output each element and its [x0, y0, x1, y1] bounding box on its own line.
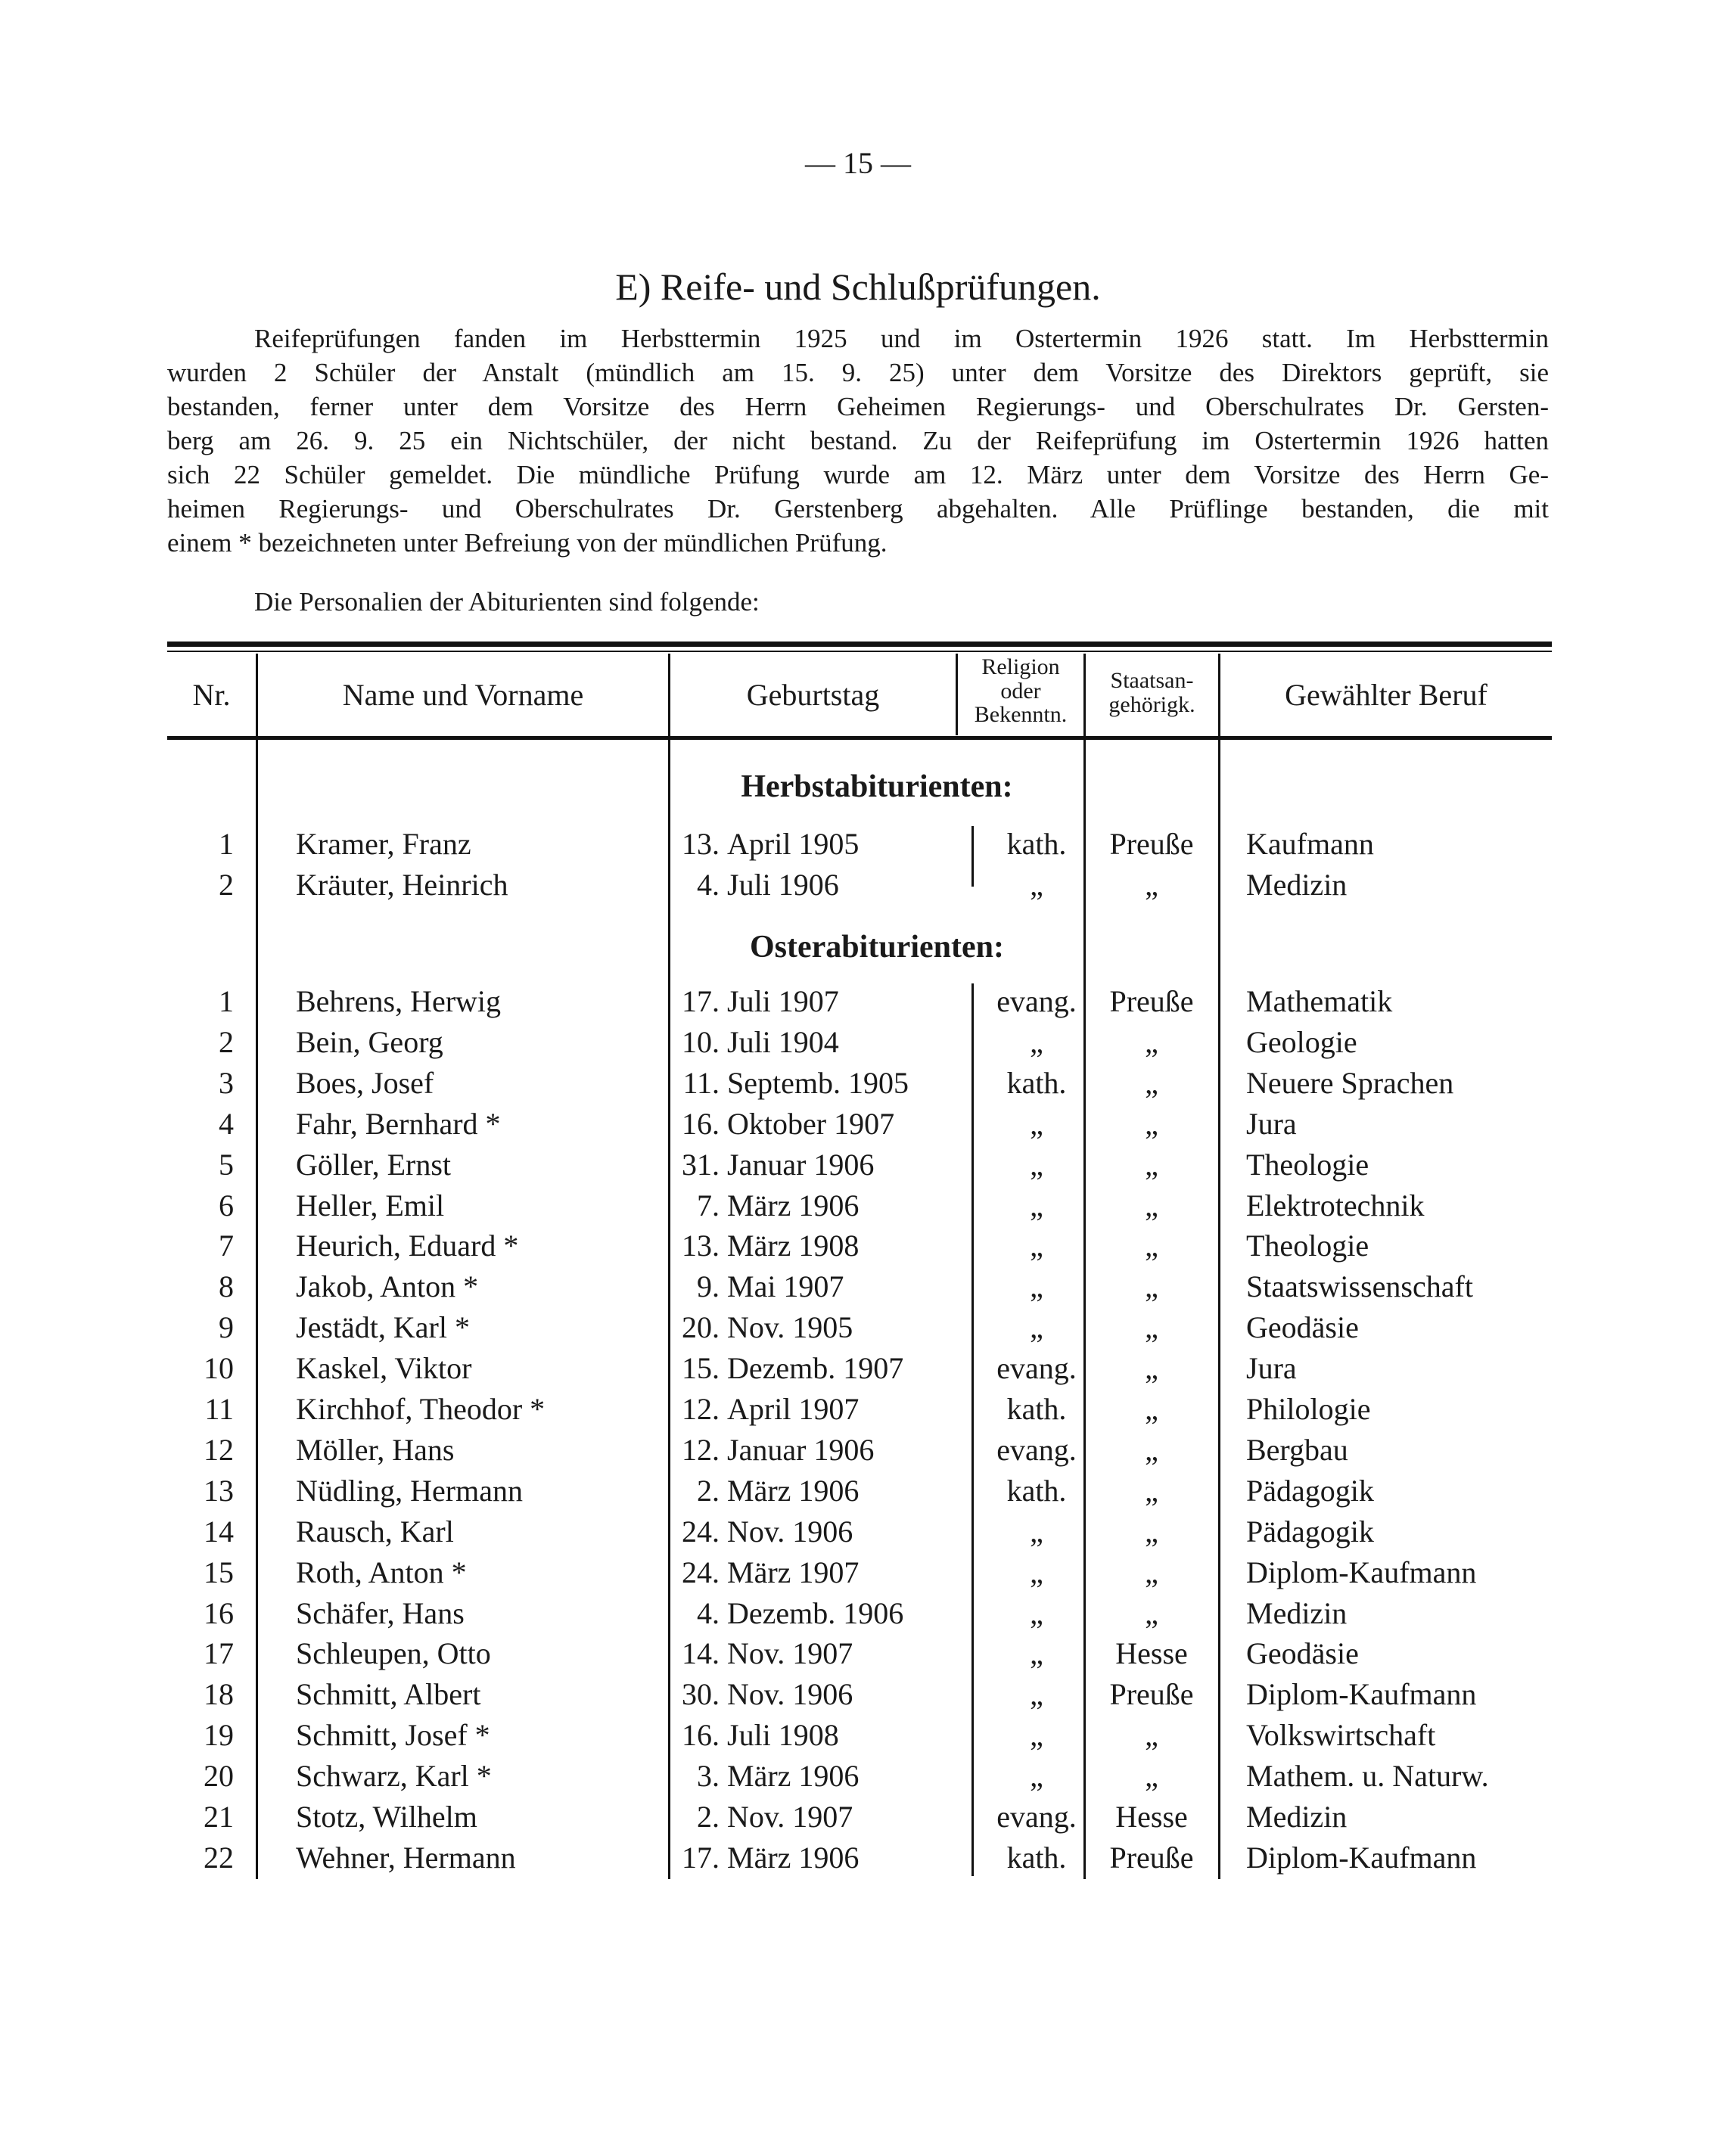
cell-profession: Kaufmann: [1246, 827, 1374, 861]
cell-profession: Staatswissenschaft: [1246, 1269, 1473, 1304]
cell-date: April 1907: [727, 1392, 860, 1426]
table-row: [167, 1840, 1552, 1881]
cell-citizenship: „: [1145, 1188, 1158, 1222]
cell-day: 3.: [697, 1759, 720, 1794]
cell-name: Boes, Josef: [296, 1065, 434, 1100]
cell-religion: evang.: [996, 1351, 1077, 1386]
cell-religion: kath.: [1006, 1473, 1067, 1508]
cell-date: März 1906: [727, 1188, 860, 1222]
cell-date: Oktober 1907: [727, 1106, 895, 1141]
cell-profession: Medizin: [1246, 867, 1348, 902]
cell-date: Juli 1907: [727, 984, 839, 1018]
cell-citizenship: „: [1145, 1065, 1158, 1100]
header-profession: Gewählter Beruf: [1285, 678, 1488, 712]
table-row: [167, 1799, 1552, 1840]
cell-citizenship: „: [1145, 1106, 1158, 1141]
cell-day: 7.: [697, 1188, 720, 1222]
cell-profession: Pädagogik: [1246, 1473, 1374, 1508]
cell-profession: Diplom-Kaufmann: [1246, 1677, 1477, 1712]
cell-religion: „: [1030, 1269, 1043, 1304]
header-bottom-rule: [167, 736, 1552, 740]
cell-religion: „: [1030, 1677, 1043, 1712]
cell-nr: 15: [204, 1555, 234, 1589]
paragraph-line: einem * bezeichneten unter Befreiung von der mündlichen Prüfung.: [167, 528, 888, 558]
paragraph-line: heimen Regierungs- und Oberschulrates Dr. Gerstenberg abgehalten. Alle Prüflinge bestanden, die mit: [167, 494, 1549, 523]
cell-day: 13.: [682, 827, 720, 861]
cell-name: Kaskel, Viktor: [296, 1351, 472, 1386]
cell-religion: „: [1030, 1229, 1043, 1263]
cell-name: Kräuter, Heinrich: [296, 867, 508, 902]
cell-date: Nov. 1906: [727, 1677, 853, 1712]
cell-nr: 21: [204, 1800, 234, 1834]
table-row: [167, 1717, 1552, 1758]
cell-religion: „: [1030, 1595, 1043, 1630]
cell-profession: Theologie: [1246, 1147, 1369, 1182]
cell-day: 16.: [682, 1718, 720, 1753]
cell-date: Septemb. 1905: [727, 1065, 909, 1100]
cell-day: 2.: [697, 1800, 720, 1834]
header-citizenship: [1086, 669, 1218, 716]
cell-name: Heurich, Eduard *: [296, 1229, 519, 1263]
table-row: [167, 983, 1552, 1024]
header-birthday: Geburtstag: [746, 678, 880, 712]
cell-citizenship: „: [1145, 1229, 1158, 1263]
paragraph-line: bestanden, ferner unter dem Vorsitze des Herrn Geheimen Regierungs- und Oberschulrates Dr. Gersten-: [167, 392, 1549, 421]
cell-religion: kath.: [1006, 1065, 1067, 1100]
cell-name: Heller, Emil: [296, 1188, 445, 1222]
table-row: [167, 1432, 1552, 1473]
cell-profession: Theologie: [1246, 1229, 1369, 1263]
cell-day: 12.: [682, 1392, 720, 1426]
cell-date: Dezemb. 1907: [727, 1351, 904, 1386]
section-title-herbst: Herbstabiturienten:: [741, 769, 1013, 804]
cell-day: 30.: [682, 1677, 720, 1712]
cell-name: Schleupen, Otto: [296, 1636, 491, 1671]
cell-date: Nov. 1905: [727, 1310, 853, 1345]
cell-nr: 2: [219, 867, 234, 902]
cell-date: Januar 1906: [727, 1432, 875, 1467]
cell-citizenship: „: [1145, 1024, 1158, 1059]
cell-religion: „: [1030, 1310, 1043, 1345]
cell-name: Kirchhof, Theodor *: [296, 1392, 546, 1426]
header-citizenship-line: Staatsan-: [1110, 668, 1194, 693]
cell-profession: Bergbau: [1246, 1432, 1348, 1467]
table-row: [167, 1147, 1552, 1188]
cell-citizenship: „: [1145, 1432, 1158, 1467]
cell-citizenship: Preuße: [1109, 1840, 1194, 1875]
cell-citizenship: „: [1145, 1595, 1158, 1630]
cell-citizenship: „: [1145, 1351, 1158, 1386]
cell-religion: „: [1030, 1024, 1043, 1059]
cell-date: März 1906: [727, 1840, 860, 1875]
cell-date: Dezemb. 1906: [727, 1595, 904, 1630]
cell-day: 11.: [682, 1065, 720, 1100]
cell-citizenship: „: [1145, 1555, 1158, 1589]
cell-day: 17.: [682, 984, 720, 1018]
cell-day: 12.: [682, 1432, 720, 1467]
cell-nr: 22: [204, 1840, 234, 1875]
cell-day: 16.: [682, 1106, 720, 1141]
paragraph-line: sich 22 Schüler gemeldet. Die mündliche Prüfung wurde am 12. März unter dem Vorsitze des Herrn Ge-: [167, 460, 1549, 489]
cell-citizenship: „: [1145, 1147, 1158, 1182]
cell-date: Januar 1906: [727, 1147, 875, 1182]
intro-text: Die Personalien der Abiturienten sind folgende:: [254, 587, 760, 617]
cell-nr: 11: [204, 1392, 234, 1426]
cell-citizenship: Hesse: [1115, 1636, 1188, 1671]
cell-date: Juli 1904: [727, 1024, 839, 1059]
table-row: [167, 1024, 1552, 1065]
table-row: [167, 867, 1552, 908]
header-religion: [958, 655, 1083, 727]
cell-nr: 9: [219, 1310, 234, 1345]
cell-religion: „: [1030, 867, 1043, 902]
cell-name: Kramer, Franz: [296, 827, 471, 861]
cell-nr: 20: [204, 1759, 234, 1794]
cell-profession: Volkswirtschaft: [1246, 1718, 1436, 1753]
table-row: [167, 1636, 1552, 1676]
table-top-rule-thin: [167, 651, 1552, 652]
cell-nr: 5: [219, 1147, 234, 1182]
cell-name: Schmitt, Albert: [296, 1677, 481, 1712]
table-row: [167, 1188, 1552, 1229]
cell-nr: 16: [204, 1595, 234, 1630]
cell-date: Nov. 1907: [727, 1800, 853, 1834]
cell-nr: 6: [219, 1188, 234, 1222]
cell-day: 9.: [697, 1269, 720, 1304]
table-row: [167, 1065, 1552, 1106]
cell-profession: Jura: [1246, 1351, 1297, 1386]
cell-nr: 8: [219, 1269, 234, 1304]
cell-profession: Geodäsie: [1246, 1636, 1359, 1671]
header-nr: Nr.: [192, 678, 231, 712]
cell-profession: Jura: [1246, 1106, 1297, 1141]
cell-citizenship: „: [1145, 1473, 1158, 1508]
cell-date: März 1906: [727, 1473, 860, 1508]
cell-nr: 7: [219, 1229, 234, 1263]
table-top-rule: [167, 642, 1552, 647]
paragraph-line: wurden 2 Schüler der Anstalt (mündlich am 15. 9. 25) unter dem Vorsitze des Direktors geprüft, sie: [167, 358, 1549, 387]
cell-nr: 17: [204, 1636, 234, 1671]
cell-day: 20.: [682, 1310, 720, 1345]
cell-religion: evang.: [996, 984, 1077, 1018]
cell-religion: evang.: [996, 1432, 1077, 1467]
cell-date: Juli 1908: [727, 1718, 839, 1753]
table-row: [167, 1473, 1552, 1514]
cell-nr: 19: [204, 1718, 234, 1753]
cell-date: April 1905: [727, 827, 860, 861]
cell-nr: 12: [204, 1432, 234, 1467]
cell-citizenship: „: [1145, 867, 1158, 902]
cell-name: Wehner, Hermann: [296, 1840, 516, 1875]
cell-citizenship: Preuße: [1109, 827, 1194, 861]
header-citizenship-line: gehörigk.: [1108, 691, 1195, 717]
cell-day: 10.: [682, 1024, 720, 1059]
cell-profession: Geologie: [1246, 1024, 1357, 1059]
cell-day: 15.: [682, 1351, 720, 1386]
section-heading: E) Reife- und Schlußprüfungen.: [615, 266, 1101, 308]
cell-religion: „: [1030, 1636, 1043, 1671]
cell-day: 13.: [682, 1229, 720, 1263]
cell-nr: 14: [204, 1514, 234, 1549]
cell-day: 2.: [697, 1473, 720, 1508]
cell-citizenship: Preuße: [1109, 984, 1194, 1018]
page-number: — 15 —: [805, 146, 911, 180]
cell-day: 17.: [682, 1840, 720, 1875]
paragraph-line: Reifeprüfungen fanden im Herbsttermin 1925 und im Ostertermin 1926 statt. Im Herbsttermin: [254, 324, 1549, 353]
cell-nr: 13: [204, 1473, 234, 1508]
cell-name: Schäfer, Hans: [296, 1595, 465, 1630]
cell-day: 14.: [682, 1636, 720, 1671]
cell-religion: kath.: [1006, 1840, 1067, 1875]
cell-nr: 4: [219, 1106, 234, 1141]
cell-day: 4.: [697, 867, 720, 902]
cell-religion: kath.: [1006, 1392, 1067, 1426]
cell-day: 24.: [682, 1555, 720, 1589]
cell-name: Stotz, Wilhelm: [296, 1800, 477, 1834]
cell-name: Schwarz, Karl *: [296, 1759, 492, 1794]
table-row: [167, 1555, 1552, 1595]
cell-day: 4.: [697, 1595, 720, 1630]
cell-day: 24.: [682, 1514, 720, 1549]
cell-religion: „: [1030, 1718, 1043, 1753]
table-row: [167, 1595, 1552, 1636]
cell-profession: Medizin: [1246, 1595, 1348, 1630]
cell-profession: Mathem. u. Naturw.: [1246, 1759, 1489, 1794]
cell-citizenship: Hesse: [1115, 1800, 1188, 1834]
cell-name: Jestädt, Karl *: [296, 1310, 470, 1345]
table-row: [167, 826, 1552, 867]
table-row: [167, 1106, 1552, 1147]
cell-date: Nov. 1906: [727, 1514, 853, 1549]
table-row: [167, 1514, 1552, 1555]
cell-name: Rausch, Karl: [296, 1514, 454, 1549]
cell-religion: „: [1030, 1106, 1043, 1141]
cell-religion: „: [1030, 1147, 1043, 1182]
header-religion-line: oder: [1000, 678, 1041, 704]
cell-date: Juli 1906: [727, 867, 839, 902]
cell-name: Behrens, Herwig: [296, 984, 502, 1018]
cell-date: Nov. 1907: [727, 1636, 853, 1671]
cell-religion: „: [1030, 1514, 1043, 1549]
section-title-oster: Osterabiturienten:: [750, 930, 1004, 965]
cell-nr: 1: [219, 827, 234, 861]
cell-profession: Neuere Sprachen: [1246, 1065, 1454, 1100]
cell-name: Roth, Anton *: [296, 1555, 467, 1589]
cell-nr: 10: [204, 1351, 234, 1386]
cell-nr: 2: [219, 1024, 234, 1059]
cell-profession: Philologie: [1246, 1392, 1371, 1426]
header-religion-line: Religion: [981, 654, 1060, 679]
table-row: [167, 1676, 1552, 1717]
cell-profession: Medizin: [1246, 1800, 1348, 1834]
table-row: [167, 1309, 1552, 1350]
cell-citizenship: „: [1145, 1718, 1158, 1753]
cell-name: Bein, Georg: [296, 1024, 443, 1059]
cell-nr: 3: [219, 1065, 234, 1100]
cell-name: Nüdling, Hermann: [296, 1473, 523, 1508]
cell-day: 31.: [682, 1147, 720, 1182]
cell-citizenship: „: [1145, 1310, 1158, 1345]
cell-religion: „: [1030, 1759, 1043, 1794]
cell-religion: kath.: [1006, 827, 1067, 861]
cell-name: Göller, Ernst: [296, 1147, 452, 1182]
cell-date: März 1906: [727, 1759, 860, 1794]
cell-citizenship: „: [1145, 1269, 1158, 1304]
table-row: [167, 1350, 1552, 1391]
cell-religion: „: [1030, 1555, 1043, 1589]
cell-name: Schmitt, Josef *: [296, 1718, 490, 1753]
cell-date: Mai 1907: [727, 1269, 844, 1304]
cell-nr: 18: [204, 1677, 234, 1712]
cell-profession: Elektrotechnik: [1246, 1188, 1425, 1222]
cell-profession: Geodäsie: [1246, 1310, 1359, 1345]
table-row: [167, 1269, 1552, 1309]
cell-name: Fahr, Bernhard *: [296, 1106, 501, 1141]
cell-citizenship: Preuße: [1109, 1677, 1194, 1712]
cell-citizenship: „: [1145, 1759, 1158, 1794]
cell-nr: 1: [219, 984, 234, 1018]
cell-date: März 1907: [727, 1555, 860, 1589]
table-row: [167, 1391, 1552, 1432]
cell-profession: Diplom-Kaufmann: [1246, 1840, 1477, 1875]
table-row: [167, 1758, 1552, 1799]
table-row: [167, 1228, 1552, 1269]
cell-profession: Mathematik: [1246, 984, 1393, 1018]
cell-name: Jakob, Anton *: [296, 1269, 479, 1304]
header-name: Name und Vorname: [342, 678, 584, 712]
cell-religion: „: [1030, 1188, 1043, 1222]
cell-profession: Pädagogik: [1246, 1514, 1374, 1549]
cell-religion: evang.: [996, 1800, 1077, 1834]
cell-citizenship: „: [1145, 1514, 1158, 1549]
cell-date: März 1908: [727, 1229, 860, 1263]
cell-citizenship: „: [1145, 1392, 1158, 1426]
paragraph-line: berg am 26. 9. 25 ein Nichtschüler, der nicht bestand. Zu der Reifeprüfung im Ostertermin 1926 hatten: [167, 426, 1549, 455]
cell-name: Möller, Hans: [296, 1432, 455, 1467]
header-religion-line: Bekenntn.: [974, 702, 1068, 727]
cell-profession: Diplom-Kaufmann: [1246, 1555, 1477, 1589]
